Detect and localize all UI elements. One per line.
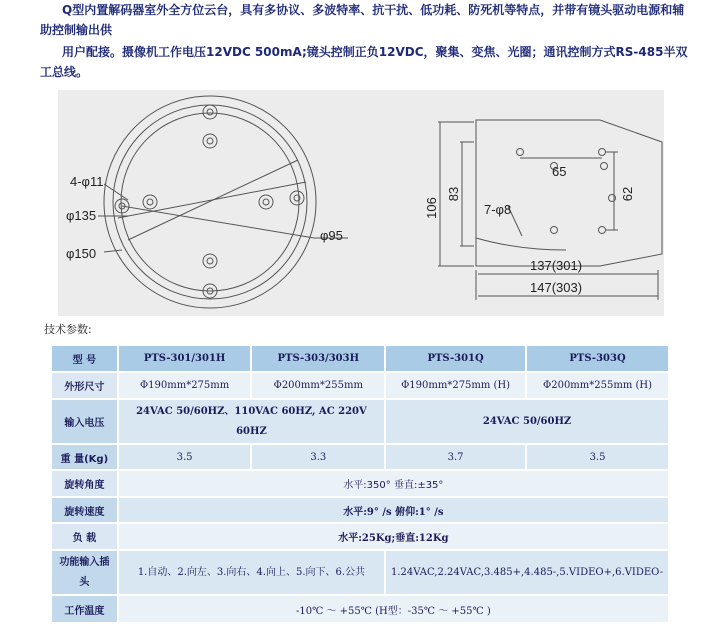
hole-left-inner [143, 195, 157, 209]
hole-bottom-inner [203, 254, 217, 268]
drawing-svg [58, 90, 664, 316]
label-106: 106 [424, 197, 439, 219]
table-row-rotation-angle [52, 471, 668, 496]
load-value: 水平:25Kg;垂直:12Kg [119, 524, 668, 549]
weight-value-4: 3.5 [527, 445, 668, 469]
label-83: 83 [446, 186, 461, 202]
table-row-header [52, 346, 668, 371]
label-147-303: 147(303) [530, 280, 583, 295]
table-row-load [52, 524, 668, 549]
rotation-angle-value: 水平:350° 垂直:±35° [119, 471, 668, 496]
weight-label: 重 量(Kg) [52, 445, 117, 469]
hole-top [203, 105, 217, 119]
table-row-work-temp [52, 596, 668, 622]
hole-top-inner [203, 134, 217, 148]
label-62: 62 [620, 186, 635, 202]
dimensions-value-1: Φ190mm*275mm [119, 373, 251, 398]
rotation-speed-value: 水平:9° /s 俯仰:1° /s [119, 498, 668, 522]
dimensions-value-4: Φ200mm*255mm (H) [527, 373, 668, 398]
header-model-1: PTS-301/301H [119, 346, 251, 371]
header-model-3: PTS-301Q [386, 346, 525, 371]
table-row-weight [52, 445, 668, 469]
table-row-function-input [52, 551, 668, 594]
tech-params-label: 技术参数: [44, 323, 92, 336]
technical-drawing [58, 90, 664, 316]
intro-paragraph-2: 用户配接。摄像机工作电压12VDC 500mA;镜头控制正负12VDC，聚集、变焦、光圈；通讯控制方式RS-485半双工总线。 [40, 45, 688, 79]
header-label: 型 号 [52, 346, 117, 371]
table-row-voltage [52, 400, 668, 443]
function-input-value-a: 1.自动、2.向左、3.向右、4.向上、5.向下、6.公共 [119, 551, 384, 594]
dimensions-label: 外形尺寸 [52, 373, 117, 398]
rotation-speed-label: 旋转速度 [52, 498, 117, 522]
dimensions-value-2: Φ200mm*255mm [252, 373, 384, 398]
spec-table [50, 344, 670, 624]
hole-right-inner [259, 195, 273, 209]
intro-text [40, 0, 690, 82]
work-temp-label: 工作温度 [52, 596, 117, 622]
voltage-value-b: 24VAC 50/60HZ [386, 400, 668, 443]
function-input-label: 功能输入插头 [52, 551, 117, 594]
header-model-4: PTS-303Q [527, 346, 668, 371]
voltage-value-a: 24VAC 50/60HZ、110VAC 60HZ, AC 220V 60HZ [119, 400, 384, 443]
header-model-2: PTS-303/303H [252, 346, 384, 371]
label-4-phi11: 4-φ11 [70, 174, 104, 189]
table-row-rotation-speed [52, 498, 668, 522]
weight-value-2: 3.3 [252, 445, 384, 469]
voltage-label: 输入电压 [52, 400, 117, 443]
work-temp-value: -10℃ ～ +55℃ (H型：-35℃ ～ +55℃ ) [119, 596, 668, 622]
rotation-angle-label: 旋转角度 [52, 471, 117, 496]
weight-value-3: 3.7 [386, 445, 525, 469]
weight-value-1: 3.5 [119, 445, 251, 469]
label-137-301: 137(301) [530, 258, 583, 273]
label-65: 65 [552, 164, 567, 179]
load-label: 负 载 [52, 524, 117, 549]
label-phi95: φ95 [320, 228, 343, 243]
label-phi135: φ135 [66, 208, 97, 223]
outer-circle [104, 96, 316, 308]
dimensions-value-3: Φ190mm*275mm (H) [386, 373, 525, 398]
intro-paragraph-1: Q型内置解码器室外全方位云台，具有多协议、多波特率、抗干扰、低功耗、防死机等特点，并带有镜头驱动电源和辅助控制输出供 [40, 3, 685, 37]
hole-right [290, 191, 304, 205]
label-7-phi8: 7-φ8 [484, 202, 512, 217]
label-phi150: φ150 [66, 246, 97, 261]
function-input-value-b: 1.24VAC,2.24VAC,3.485+,4.485-,5.VIDEO+,6.VIDEO- [386, 551, 668, 594]
table-row-dimensions [52, 373, 668, 398]
